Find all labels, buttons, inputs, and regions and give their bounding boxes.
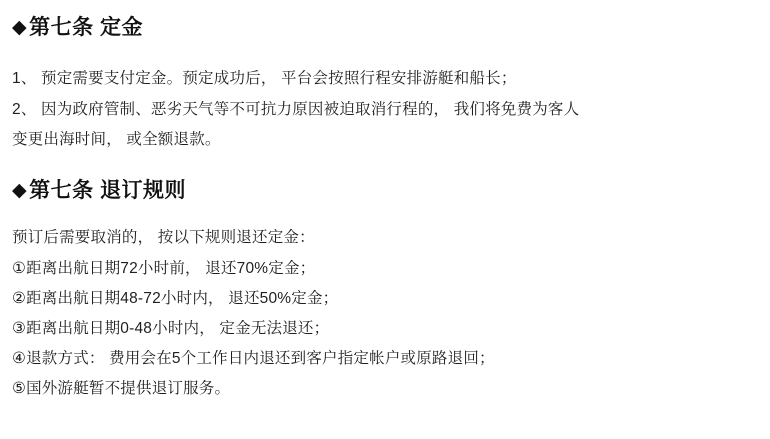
deposit-paragraph-2-cont: 变更出海时间， 或全额退款。 — [12, 130, 221, 148]
cancellation-intro: 预订后需要取消的， 按以下规则退还定金： — [12, 229, 315, 247]
section-cancellation — [12, 177, 754, 405]
section-heading-cancellation — [12, 177, 754, 205]
section-deposit — [12, 14, 754, 155]
cancellation-body — [12, 223, 754, 404]
deposit-paragraphs — [12, 64, 754, 155]
diamond-bullet-icon: ◆ — [12, 180, 28, 201]
cancellation-rule-4: ④退款方式： 费用会在5个工作日内退还到客户指定帐户或原路退回； — [12, 350, 495, 368]
section-heading-text: 第七条 退订规则 — [29, 179, 186, 202]
cancellation-rule-2: ②距离出航日期48-72小时内， 退还50%定金； — [12, 289, 339, 307]
section-heading-deposit — [12, 14, 754, 42]
cancellation-rule-5: ⑤国外游艇暂不提供退订服务。 — [12, 380, 231, 398]
diamond-bullet-icon: ◆ — [12, 17, 28, 38]
spacer — [12, 42, 754, 64]
deposit-paragraph-1: 1、 预定需要支付定金。预定成功后， 平台会按照行程安排游艇和船长； — [12, 70, 517, 88]
cancellation-rule-3: ③距离出航日期0-48小时内， 定金无法退还； — [12, 320, 330, 337]
cancellation-rule-1: ①距离出航日期72小时前， 退还70%定金； — [12, 259, 316, 277]
spacer — [12, 155, 754, 177]
spacer — [12, 205, 754, 223]
section-heading-text: 第七条 定金 — [29, 16, 143, 39]
deposit-paragraph-2: 2、 因为政府管制、恶劣天气等不可抗力原因被迫取消行程的， 我们将免费为客人 — [12, 100, 580, 118]
